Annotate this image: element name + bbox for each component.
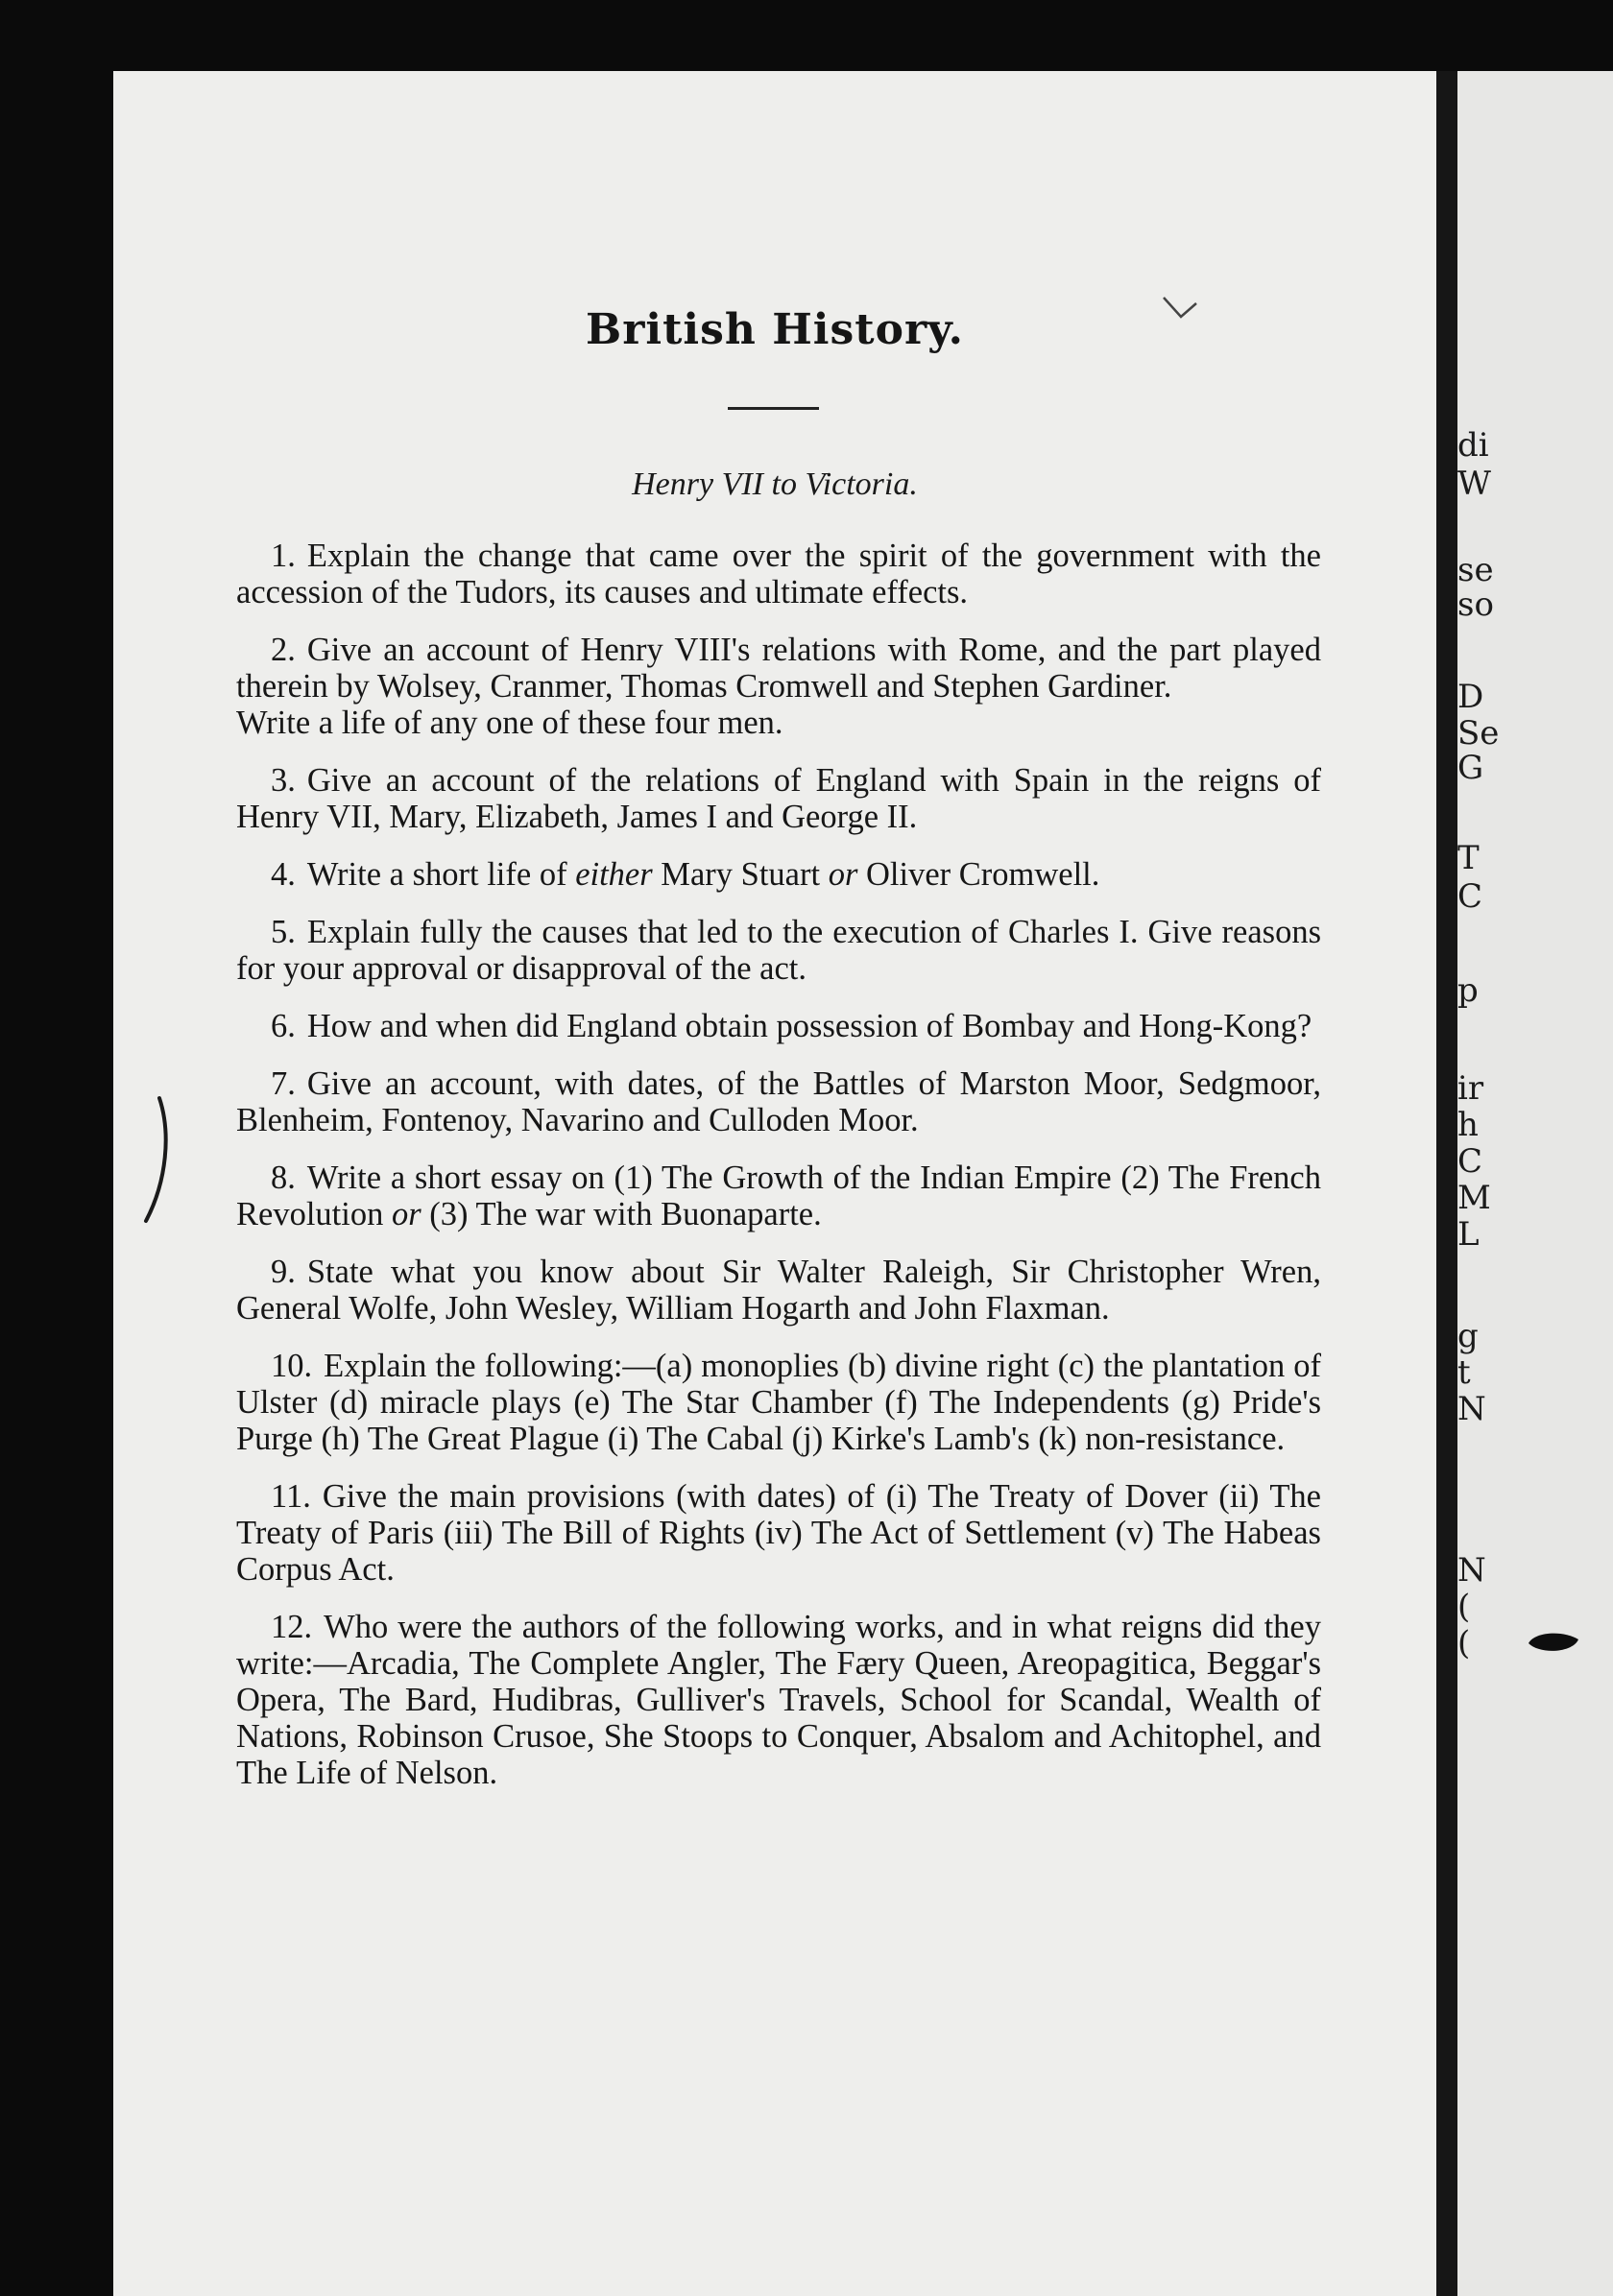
exam-page [113,71,1436,2296]
adjacent-fragment: h [1457,1106,1479,1144]
page-gutter [1436,71,1457,2296]
adjacent-fragment: N [1457,1551,1486,1590]
page-subtitle: Henry VII to Victoria. [632,466,918,502]
question-8 [236,1160,1321,1232]
question-1 [236,538,1321,610]
pen-mark-top [1162,294,1200,323]
adjacent-fragment: C [1457,877,1483,916]
question-text: Give an account of the relations of England with Spain in the reigns of Henry VII, Mary, Elizabeth, James I and George II. [236,762,1321,835]
question-number: 9. [271,1254,296,1290]
adjacent-fragment: se [1457,551,1494,589]
question-11 [236,1478,1321,1588]
question-emphasis: either [575,856,653,893]
adjacent-fragment: L [1457,1215,1480,1254]
adjacent-fragment: di [1457,426,1489,465]
question-12 [236,1609,1321,1791]
question-number: 8. [271,1160,296,1196]
question-2 [236,632,1321,741]
question-text: Explain the following:—(a) monoplies (b) divine right (c) the plantation of Ulster (d) miracle plays (e) The Star Chamber (f) The Independents (g) Pride's Purge (h) The Great Plague (i) The Cabal (j) Kirke's Lamb's (k) non-resistance. [236,1348,1321,1457]
question-extra: Write a life of any one of these four men. [236,705,783,741]
question-text: Give an account of Henry VIII's relations with Rome, and the part played therein by Wolsey, Cranmer, Thomas Cromwell and Stephen Gardiner. [236,632,1321,705]
question-10 [236,1348,1321,1457]
question-text-part: Mary Stuart [652,856,829,893]
adjacent-fragment: W [1457,465,1491,503]
question-9 [236,1254,1321,1327]
adjacent-fragment: t [1457,1353,1471,1392]
adjacent-fragment: Se [1457,714,1500,753]
question-text-part: Write a short life of [306,856,576,893]
question-number: 12. [271,1609,313,1645]
question-text-part: (3) The war with Buonaparte. [421,1196,822,1232]
question-7 [236,1065,1321,1138]
question-number: 3. [271,762,296,799]
question-text: Explain fully the causes that led to the execution of Charles I. Give reasons for your approval or disapproval of the act. [236,914,1321,987]
question-6 [236,1008,1321,1044]
question-number: 10. [271,1348,313,1384]
question-number: 6. [271,1008,296,1044]
question-number: 1. [271,538,296,574]
adjacent-fragment: G [1457,749,1484,787]
question-3 [236,762,1321,835]
adjacent-fragment: T [1457,839,1480,877]
page-title: British History. [586,305,964,354]
question-list [236,538,1321,1812]
adjacent-page-edge [1457,71,1613,2296]
adjacent-fragment: C [1457,1142,1483,1181]
adjacent-fragment: g [1457,1317,1479,1355]
question-text: Give the main provisions (with dates) of (i) The Treaty of Dover (ii) The Treaty of Paris (iii) The Bill of Rights (iv) The Act of Settlement (v) The Habeas Corpus Act. [236,1478,1321,1588]
question-4 [236,856,1321,893]
question-text: Give an account, with dates, of the Battles of Marston Moor, Sedgmoor, Blenheim, Fontenoy, Navarino and Culloden Moor. [236,1065,1321,1138]
question-text-part: Oliver Cromwell. [857,856,1100,893]
adjacent-fragment: M [1457,1179,1491,1217]
question-number: 11. [271,1478,311,1515]
question-number: 4. [271,856,296,893]
question-text: How and when did England obtain possession of Bombay and Hong-Kong? [306,1008,1312,1044]
pen-mark-left [138,1094,177,1229]
question-number: 7. [271,1065,296,1102]
question-5 [236,914,1321,987]
adjacent-fragment: p [1457,971,1479,1010]
question-text-part: Write a short essay on (1) The Growth of the Indian Empire (2) The French Revolution [236,1160,1321,1232]
question-emphasis: or [391,1196,421,1232]
question-emphasis: or [828,856,858,893]
question-number: 5. [271,914,296,950]
question-text: Explain the change that came over the spirit of the government with the accession of the Tudors, its causes and ultimate effects. [236,538,1321,610]
adjacent-fragment: ( [1457,1624,1471,1662]
adjacent-fragment: so [1457,586,1494,624]
adjacent-fragment: ( [1457,1588,1471,1626]
adjacent-fragment: ir [1457,1069,1484,1108]
ink-blot [1525,1628,1582,1657]
title-divider [728,407,819,410]
adjacent-fragment: D [1457,678,1484,716]
question-text: Who were the authors of the following works, and in what reigns did they write:—Arcadia, The Complete Angler, The Færy Queen, Areopagitica, Beggar's Opera, The Bard, Hudibras, Gulliver's Travels, School for Scandal, Wealth of Nations, Robinson Crusoe, She Stoops to Conquer, Absalom and Achitophel, and The Life of Nelson. [236,1609,1321,1791]
question-text: State what you know about Sir Walter Raleigh, Sir Christopher Wren, General Wolfe, John Wesley, William Hogarth and John Flaxman. [236,1254,1321,1327]
question-number: 2. [271,632,296,668]
adjacent-fragment: N [1457,1390,1486,1428]
